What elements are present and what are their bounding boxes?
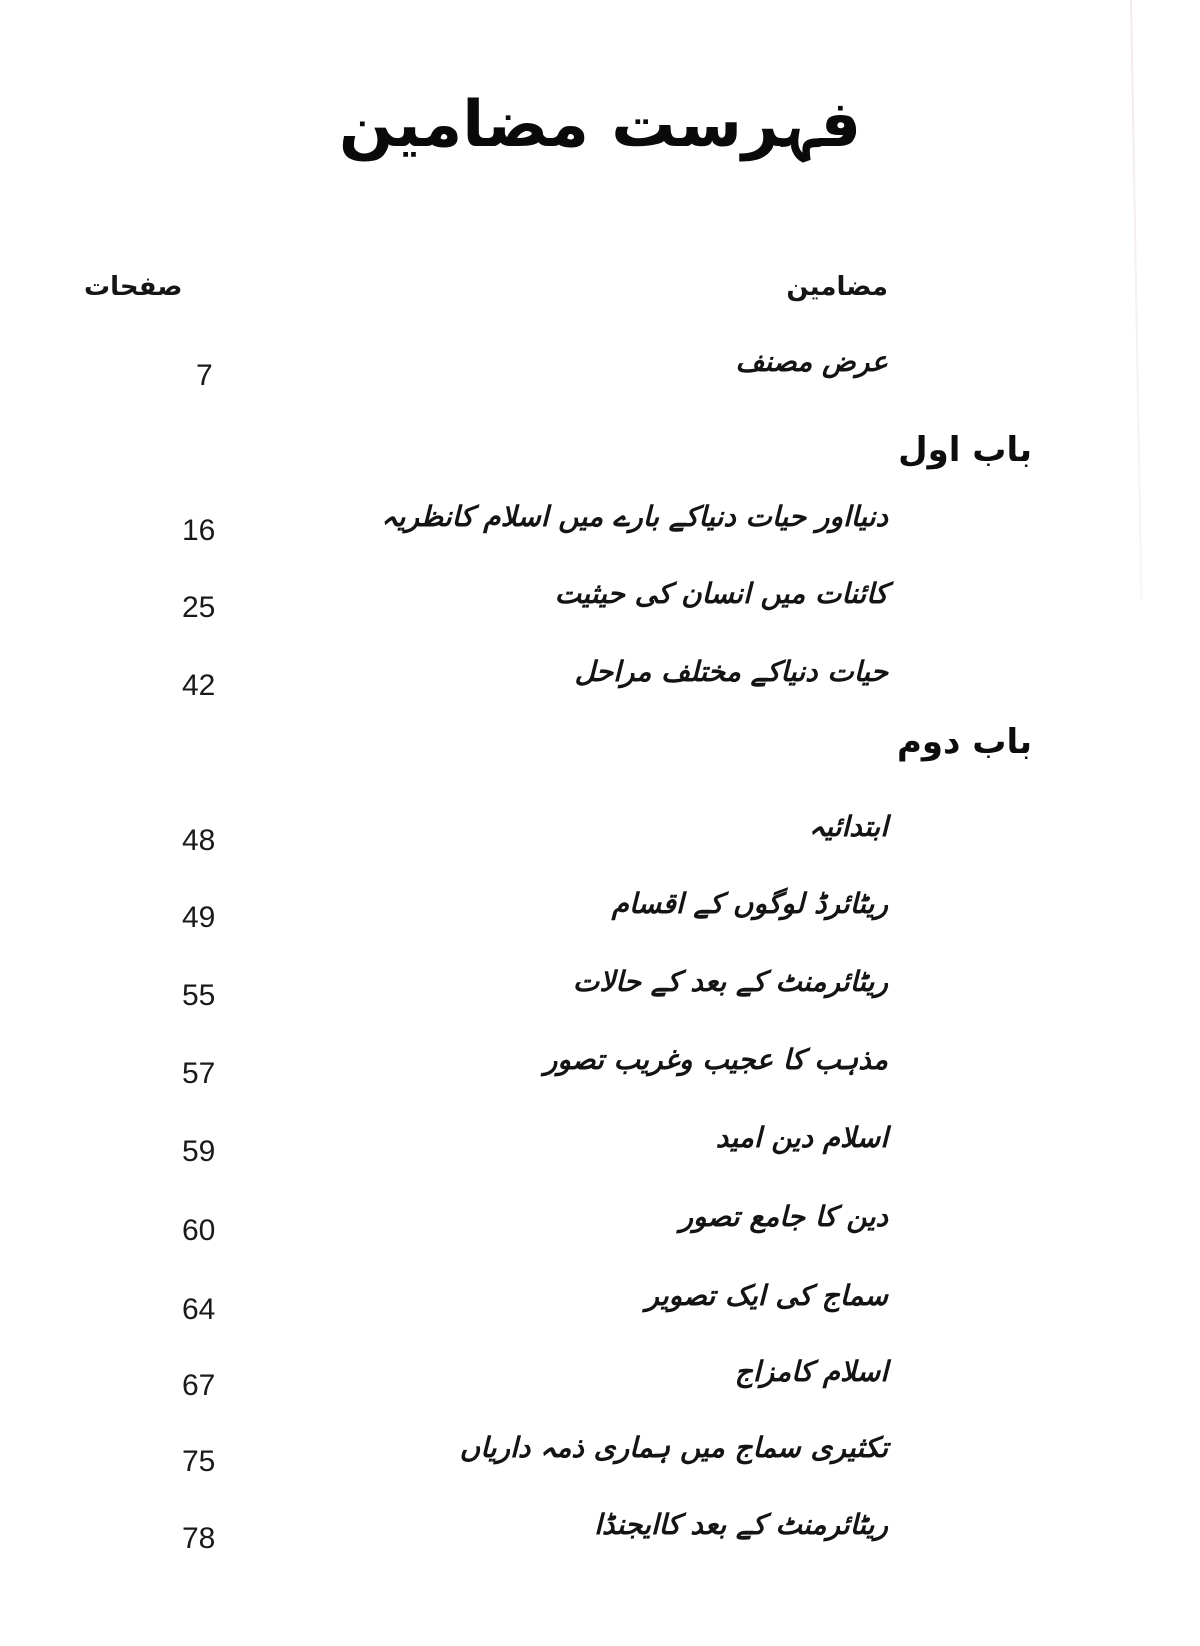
toc-row	[0, 1195, 1200, 1255]
toc-row	[0, 650, 1200, 710]
toc-entry-page: 78	[182, 1522, 216, 1555]
toc-entry-page: 49	[182, 901, 216, 934]
toc-row	[0, 1426, 1200, 1486]
toc-row	[0, 1350, 1200, 1410]
toc-row	[0, 495, 1200, 555]
toc-entry-title: ابتدائیہ	[808, 810, 888, 843]
toc-entry-title: عرض مصنف	[735, 345, 888, 378]
toc-row	[0, 1116, 1200, 1176]
toc-row	[0, 1038, 1200, 1098]
toc-entry-page: 57	[182, 1057, 216, 1090]
topics-column-header: مضامین	[786, 272, 888, 302]
page-title: فہرست مضامین	[338, 88, 862, 162]
toc-entry-page: 7	[196, 359, 213, 392]
toc-entry-page: 25	[182, 591, 216, 624]
toc-row	[0, 805, 1200, 865]
toc-row	[0, 882, 1200, 942]
toc-entry-title: دنیااور حیات دنیاکے بارے میں اسلام کانظریہ	[381, 500, 888, 533]
pages-column-header: صفحات	[84, 272, 183, 302]
toc-entry-title: ریٹائرڈ لوگوں کے اقسام	[611, 887, 888, 920]
chapter-heading: باب اول	[898, 430, 1032, 470]
toc-entry-title: ریٹائرمنٹ کے بعد کے حالات	[572, 965, 888, 998]
toc-entry-page: 55	[182, 979, 216, 1012]
toc-entry-title: تکثیری سماج میں ہماری ذمہ داریاں	[459, 1431, 888, 1464]
chapter-heading: باب دوم	[896, 722, 1032, 762]
toc-row	[0, 340, 1200, 400]
toc-entry-page: 75	[182, 1445, 216, 1478]
toc-row	[0, 960, 1200, 1020]
toc-entry-page: 60	[182, 1214, 216, 1247]
toc-entry-title: دین کا جامع تصور	[679, 1200, 888, 1233]
toc-row	[0, 572, 1200, 632]
toc-entry-page: 48	[182, 824, 216, 857]
toc-entry-title: کائنات میں انسان کی حیثیت	[554, 577, 888, 610]
toc-entry-page: 42	[182, 669, 216, 702]
toc-entry-title: حیات دنیاکے مختلف مراحل	[574, 655, 888, 688]
toc-entry-title: اسلام دین امید	[715, 1121, 888, 1154]
toc-entry-title: اسلام کامزاج	[734, 1355, 888, 1388]
toc-entry-title: مذہب کا عجیب وغریب تصور	[543, 1043, 888, 1076]
toc-entry-title: سماج کی ایک تصویر	[645, 1279, 888, 1312]
toc-entry-page: 59	[182, 1135, 216, 1168]
toc-entry-page: 67	[182, 1369, 216, 1402]
toc-row	[0, 1274, 1200, 1334]
toc-entry-title: ریٹائرمنٹ کے بعد کاایجنڈا	[594, 1508, 888, 1541]
toc-entry-page: 64	[182, 1293, 216, 1326]
toc-entry-page: 16	[182, 514, 216, 547]
toc-row	[0, 1503, 1200, 1563]
